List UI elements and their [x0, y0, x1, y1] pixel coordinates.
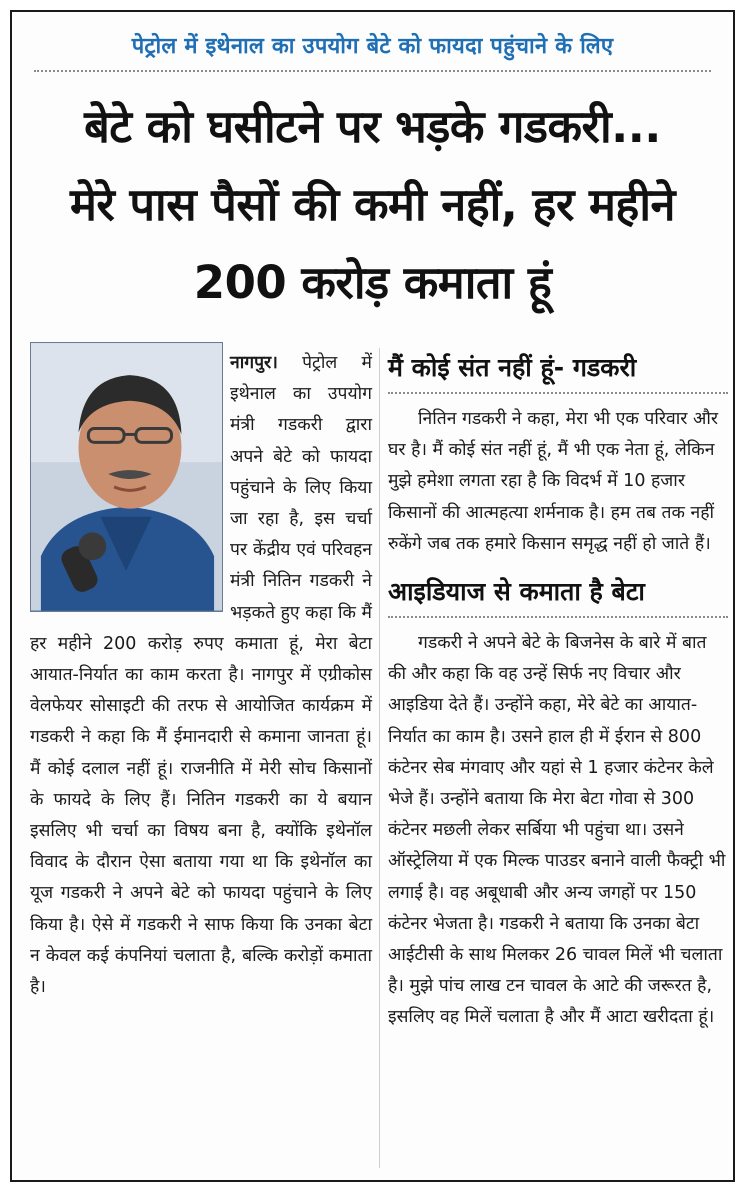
kicker-line: पेट्रोल में इथेनाल का उपयोग बेटे को फायदा पहुंचाने के लिए — [131, 34, 614, 59]
column-divider — [379, 348, 380, 1168]
portrait-illustration — [31, 343, 222, 611]
news-clipping — [10, 10, 735, 1182]
right-column — [388, 348, 728, 1034]
left-column-body: पेट्रोल में इथेनाल का उपयोग मंत्री गडकरी द्वारा अपने बेटे को फायदा पहुंचाने के लिए किया जा रहा है, इस चर्चा पर केंद्रीय एवं परिवहन मंत्री नितिन गडकरी ने भड़कते हुए कहा कि मैं हर महीने 200 करोड़ रुपए कमाता हूं, मेरा बेटा आयात-निर्यात का काम करता है। नागपुर में एग्रीकोस वेलफेयर सोसाइटी की तरफ से आयोजित कार्यक्रम में गडकरी ने कहा कि मैं ईमानदारी से कमाना जानता हूं। मैं कोई दलाल नहीं हूं। राजनीति में मेरी सोच किसानों के फायदे के लिए हैं। नितिन गडकरी का ये बयान इसलिए भी चर्चा का विषय बना है, क्योंकि इथेनॉल विवाद के दौरान ऐसा बताया गया था कि इथेनॉल का यूज गडकरी ने अपने बेटे को फायदा पहुंचाने के लिए किया है। ऐसे में गडकरी ने साफ किया कि उनका बेटा न केवल कई कंपनियां चलाता है, बल्कि करोड़ों कमाता है। — [30, 353, 373, 998]
dateline: नागपुर। — [230, 353, 278, 373]
section-saint-body: नितिन गडकरी ने कहा, मेरा भी एक परिवार और घर है। मैं कोई संत नहीं हूं, मैं भी एक नेता हूं, लेकिन मुझे हमेशा लगता रहा है कि विदर्भ में 10 हजार किसानों की आत्महत्या शर्मनाक है। हम तब तक नहीं रुकेंगे जब तक हमारे किसान समृद्ध नहीं हो जाते हैं। — [388, 409, 719, 554]
portrait-photo-icon — [30, 342, 223, 612]
headline-line-3: 200 करोड़ कमाता हूं — [193, 256, 552, 309]
section-ideas-body: गडकरी ने अपने बेटे के बिजनेस के बारे में बात की और कहा कि वह उन्हें सिर्फ नए विचार और आइडिया देते हैं। उन्होंने कहा, मेरे बेटे का आयात-निर्यात का काम है। उसने हाल ही में ईरान से 800 कंटेनर सेब मंगवाए और यहां से 1 हजार कंटेनर केले भेजे हैं। उन्होंने बताया कि मेरा बेटा गोवा से 300 कंटेनर मछली लेकर सर्बिया भी पहुंचा था। उसने ऑस्ट्रेलिया में एक मिल्क पाउडर बनाने वाली फैक्ट्री भी लगाई है। वह अबूधाबी और अन्य जगहों पर 150 कंटेनर भेजता है। गडकरी ने बताया कि उनका बेटा आईटीसी के साथ मिलकर 26 चावल मिलें भी चलाता है। मुझे पांच लाख टन चावल के आटे की जरूरत है, इसलिए वह मिलें चलाता है और मैं आटा खरीदता हूं। — [388, 633, 726, 1028]
headline-line-1: बेटे को घसीटने पर भड़के गडकरी... — [84, 100, 661, 153]
headline — [22, 88, 723, 322]
subheading-ideas: आइडियाज से कमाता है बेटा — [388, 572, 728, 618]
headline-line-2: मेरे पास पैसों की कमी नहीं, हर महीने — [70, 178, 675, 231]
subheading-saint: मैं कोई संत नहीं हूं- गडकरी — [388, 348, 728, 394]
kicker-divider — [34, 70, 711, 72]
